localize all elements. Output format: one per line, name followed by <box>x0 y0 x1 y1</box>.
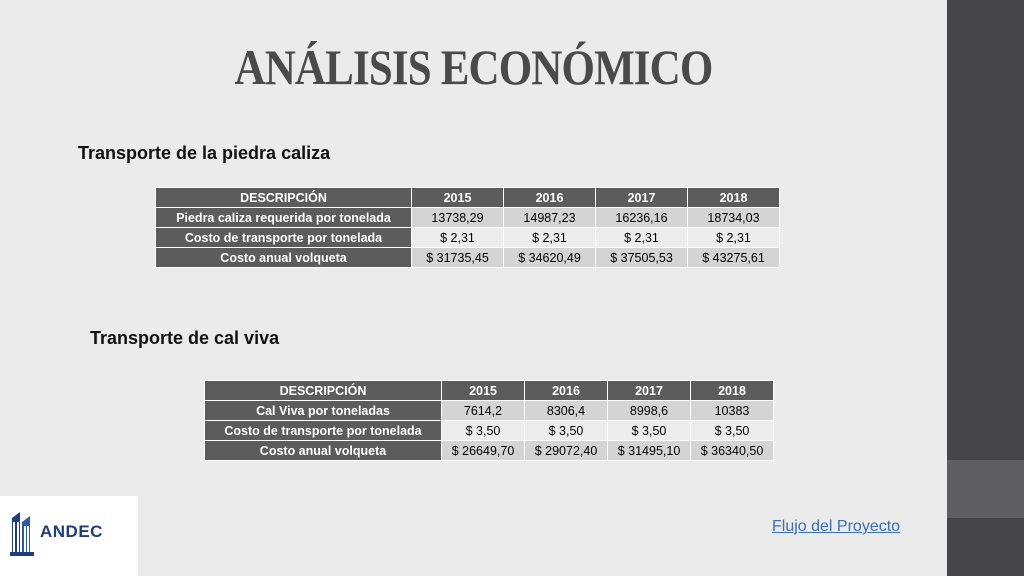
table-piedra-caliza <box>155 187 780 268</box>
table-cell: $ 37505,53 <box>596 248 688 268</box>
header-cell: 2016 <box>504 188 596 208</box>
table-cell: $ 2,31 <box>412 228 504 248</box>
section-heading-cal-viva: Transporte de cal viva <box>90 328 280 348</box>
table-row <box>156 208 780 228</box>
header-cell: 2015 <box>442 381 525 401</box>
row-label: Piedra caliza requerida por tonelada <box>156 208 412 228</box>
table-header-row <box>156 188 780 208</box>
table-cell: $ 3,50 <box>442 421 525 441</box>
header-cell: 2017 <box>608 381 691 401</box>
table-cell: $ 34620,49 <box>504 248 596 268</box>
sidebar-accent-block <box>947 460 1024 518</box>
header-cell: 2018 <box>688 188 780 208</box>
row-label: Costo anual volqueta <box>205 441 442 461</box>
row-label: Costo de transporte por tonelada <box>205 421 442 441</box>
table-row <box>156 228 780 248</box>
table-row <box>205 421 774 441</box>
header-cell: DESCRIPCIÓN <box>156 188 412 208</box>
table-cell: $ 2,31 <box>596 228 688 248</box>
table-cell: $ 43275,61 <box>688 248 780 268</box>
table-cell: 13738,29 <box>412 208 504 228</box>
header-cell: 2018 <box>691 381 774 401</box>
table-cell: $ 2,31 <box>504 228 596 248</box>
header-cell: 2015 <box>412 188 504 208</box>
table-cell: 18734,03 <box>688 208 780 228</box>
table-cell: $ 3,50 <box>691 421 774 441</box>
table-cell: $ 2,31 <box>688 228 780 248</box>
table-cell: 8998,6 <box>608 401 691 421</box>
table-header-row <box>205 381 774 401</box>
table-cal-viva <box>204 380 774 461</box>
flujo-del-proyecto-link[interactable]: Flujo del Proyecto <box>772 518 901 535</box>
table-cell: 16236,16 <box>596 208 688 228</box>
header-cell: 2016 <box>525 381 608 401</box>
table-cell: 7614,2 <box>442 401 525 421</box>
table-cell: $ 31495,10 <box>608 441 691 461</box>
row-label: Costo de transporte por tonelada <box>156 228 412 248</box>
table-cell: $ 31735,45 <box>412 248 504 268</box>
section-heading-piedra-caliza: Transporte de la piedra caliza <box>78 143 331 163</box>
table-cell: 8306,4 <box>525 401 608 421</box>
table-cell: 14987,23 <box>504 208 596 228</box>
row-label: Cal Viva por toneladas <box>205 401 442 421</box>
table-row <box>205 441 774 461</box>
table-cell: $ 36340,50 <box>691 441 774 461</box>
table-row <box>156 248 780 268</box>
table-cell: $ 3,50 <box>608 421 691 441</box>
table-row <box>205 401 774 421</box>
table-cell: $ 29072,40 <box>525 441 608 461</box>
table-cell: 10383 <box>691 401 774 421</box>
table-cell: $ 26649,70 <box>442 441 525 461</box>
row-label: Costo anual volqueta <box>156 248 412 268</box>
table-cell: $ 3,50 <box>525 421 608 441</box>
slide-title: ANÁLISIS ECONÓMICO <box>234 39 713 95</box>
header-cell: DESCRIPCIÓN <box>205 381 442 401</box>
logo-text: ANDEC <box>40 522 103 541</box>
header-cell: 2017 <box>596 188 688 208</box>
